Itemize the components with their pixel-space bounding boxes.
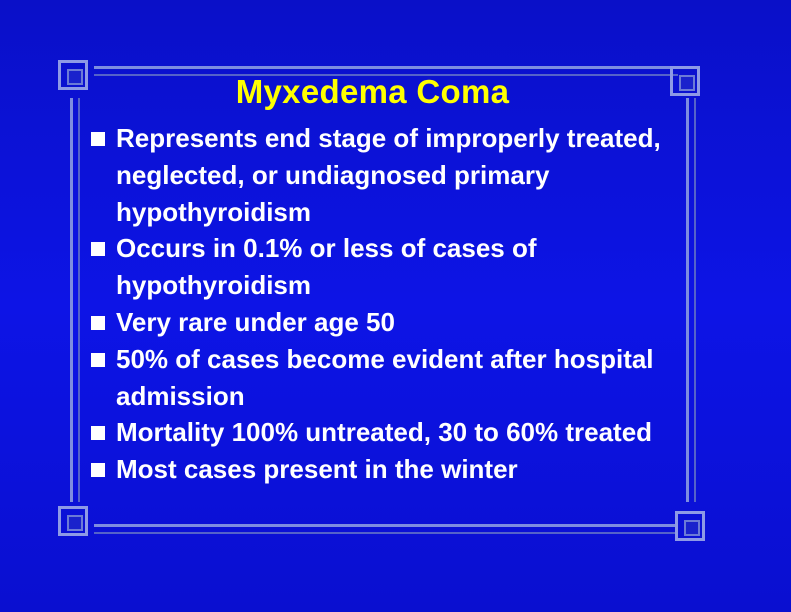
bullet-text: Very rare under age 50	[116, 306, 395, 337]
square-bullet-icon	[91, 242, 105, 256]
frame-corner-bottom-right	[675, 511, 705, 541]
bullet-text: 50% of cases become evident after hospital admission	[116, 343, 654, 411]
square-bullet-icon	[91, 463, 105, 477]
frame-bottom-line	[94, 524, 678, 527]
square-bullet-icon	[91, 353, 105, 367]
slide-title: Myxedema Coma	[235, 73, 510, 110]
bullet-item	[91, 341, 691, 415]
bullet-item	[91, 120, 691, 230]
bullet-item	[91, 230, 691, 304]
frame-top-line	[94, 66, 678, 69]
square-bullet-icon	[91, 132, 105, 146]
bullet-text: Represents end stage of improperly treated, neglected, or undiagnosed primary hypothyroidism	[116, 123, 661, 227]
bullet-list	[91, 120, 691, 488]
bullet-text: Mortality 100% untreated, 30 to 60% treated	[116, 417, 653, 448]
frame-right-inner-line	[694, 98, 696, 502]
frame-corner-bottom-left	[58, 506, 88, 536]
bullet-text: Occurs in 0.1% or less of cases of hypothyroidism	[116, 233, 537, 301]
square-bullet-icon	[91, 426, 105, 440]
frame-left-inner-line	[78, 98, 80, 502]
square-bullet-icon	[91, 316, 105, 330]
bullet-item	[91, 451, 691, 488]
frame-bottom-inner-line	[94, 532, 678, 534]
bullet-item	[91, 414, 691, 451]
bullet-text: Most cases present in the winter	[116, 454, 518, 485]
bullet-item	[91, 304, 691, 341]
frame-left-line	[70, 98, 73, 502]
